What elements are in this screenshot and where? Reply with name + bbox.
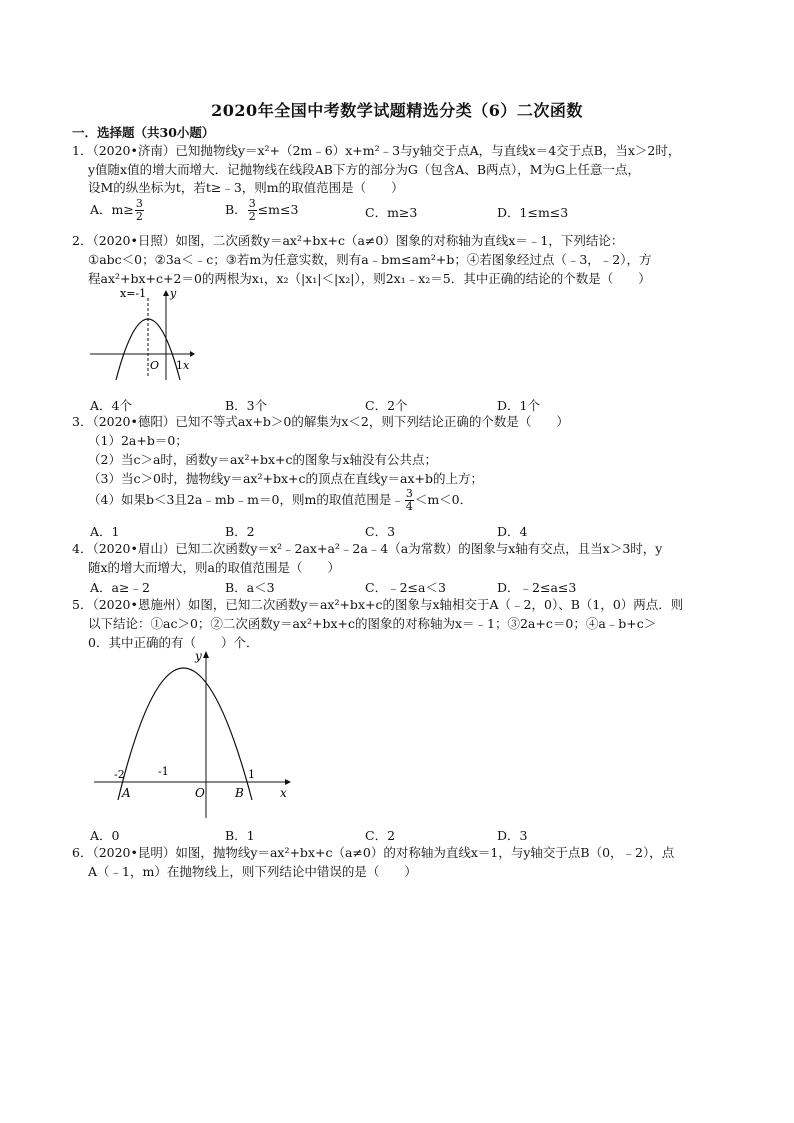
- q2-origin-label: O: [150, 359, 160, 372]
- q2-option-a[interactable]: A．4个: [90, 398, 132, 413]
- q1-option-a[interactable]: A．m≥ $\frac{3}{2}$: [90, 197, 143, 223]
- q5-option-c[interactable]: C．2: [365, 828, 396, 843]
- q5-line-1: 5．（2020•恩施州）如图，已知二次函数y＝ax²+bx+c的图象与x轴相交于A（﹣2，0）、B（1，0）两点．则: [72, 597, 684, 612]
- q3-statement-4: （4）如果b＜3且2a﹣mb﹣m＝0，则m的取值范围是﹣ $\frac{3}{4}$ ＜m＜0．: [88, 487, 473, 513]
- q3-line-1: 3．（2020•德阳）已知不等式ax+b＞0的解集为x＜2，则下列结论正确的个数是（ ）: [72, 414, 569, 429]
- q5-tick-minus-1: -1: [158, 765, 169, 778]
- q5-point-a-label: A: [122, 786, 131, 800]
- q6-line-2: A（﹣1，m）在抛物线上，则下列结论中错误的是（ ）: [88, 864, 417, 879]
- q4-option-c[interactable]: C．﹣2≤a＜3: [365, 580, 446, 595]
- q2-one-label: 1: [176, 359, 183, 372]
- q5-y-label: y: [195, 649, 202, 663]
- q5-x-label: x: [280, 786, 287, 800]
- q2-line-2: ①abc＜0；②3a＜﹣c；③若m为任意实数，则有a﹣bm≤am²+b；④若图象经过点（﹣3，﹣2），方: [88, 252, 652, 267]
- q3-option-b[interactable]: B．2: [225, 524, 255, 539]
- q2-line-1: 2．（2020•日照）如图，二次函数y＝ax²+bx+c（a≠0）图象的对称轴为直线x＝﹣1，下列结论：: [72, 233, 624, 248]
- q5-option-a[interactable]: A．0: [90, 828, 120, 843]
- q4-option-b[interactable]: B．a＜3: [225, 580, 275, 595]
- q2-option-d[interactable]: D．1个: [497, 398, 540, 413]
- q2-option-b[interactable]: B．3个: [225, 398, 268, 413]
- q5-parabola-curve: [118, 668, 252, 800]
- q2-line-3: 程ax²+bx+c+2＝0的两根为x₁，x₂（|x₁|＜|x₂|），则2x₁﹣x₂＝5．其中正确的结论的个数是（ ）: [88, 271, 651, 286]
- q5-option-d[interactable]: D．3: [497, 828, 528, 843]
- q3-option-d[interactable]: D．4: [497, 524, 528, 539]
- q2-parabola-figure: [86, 286, 196, 382]
- q6-line-1: 6．（2020•昆明）如图，抛物线y＝ax²+bx+c（a≠0）的对称轴为直线x＝1，与y轴交于点B（0，﹣2），点: [72, 845, 675, 860]
- q5-line-2: 以下结论：①ac＞0；②二次函数y＝ax²+bx+c的图象的对称轴为x＝﹣1；③2a+c＝0；④a﹣b+c＞: [88, 616, 657, 631]
- q4-line-1: 4．（2020•眉山）已知二次函数y＝x²﹣2ax+a²﹣2a﹣4（a为常数）的图象与x轴有交点，且当x＞3时，y: [72, 541, 663, 556]
- q2-axis-label: x=-1: [120, 287, 147, 300]
- q1-option-d[interactable]: D．1≤m≤3: [497, 205, 569, 220]
- q1-line-1: 1．（2020•济南）已知抛物线y＝x²+（2m﹣6）x+m²﹣3与y轴交于点A，与直线x＝4交于点B，当x＞2时，: [72, 143, 681, 158]
- q3-statement-3: （3）当c＞0时，抛物线y＝ax²+bx+c的顶点在直线y＝ax+b的上方；: [88, 471, 484, 486]
- q2-x-axis-arrow: [190, 351, 195, 357]
- q3-statement-1: （1）2a+b＝0；: [88, 433, 188, 448]
- q3-option-a[interactable]: A．1: [90, 524, 120, 539]
- q2-x-label: x: [183, 359, 190, 372]
- q3-option-c[interactable]: C．3: [365, 524, 396, 539]
- q4-option-a[interactable]: A．a≥﹣2: [90, 580, 150, 595]
- q3-statement-4-fraction: $\frac{3}{4}$: [405, 487, 413, 513]
- q1-option-b[interactable]: B． $\frac{3}{2}$ ≤m≤3: [225, 197, 299, 223]
- q1-line-3: 设M的纵坐标为t，若t≥﹣3，则m的取值范围是（ ）: [88, 180, 404, 195]
- q2-option-c[interactable]: C．2个: [365, 398, 408, 413]
- q5-origin-label: O: [195, 786, 205, 800]
- q5-point-b-label: B: [235, 786, 244, 800]
- q5-parabola-figure: [92, 648, 302, 820]
- q1-option-a-fraction: $\frac{3}{2}$: [135, 197, 143, 223]
- q5-line-3: 0．其中正确的有（ ）个．: [88, 635, 259, 650]
- page-title: 2020年全国中考数学试题精选分类（6）二次函数: [211, 101, 583, 120]
- q1-line-2: y值随x值的增大而增大．记抛物线在线段AB下方的部分为G（包含A、B两点），M为G上任意一点，: [88, 162, 641, 177]
- q2-y-axis-arrow: [163, 290, 169, 296]
- q1-option-b-fraction: $\frac{3}{2}$: [248, 197, 256, 223]
- q4-line-2: 随x的增大而增大，则a的取值范围是（ ）: [88, 560, 341, 575]
- q5-tick-1: 1: [248, 768, 255, 781]
- q5-y-axis-arrow: [203, 651, 209, 658]
- q3-statement-2: （2）当c＞a时，函数y＝ax²+bx+c的图象与x轴没有公共点；: [88, 452, 438, 467]
- q1-option-c[interactable]: C．m≥3: [365, 205, 418, 220]
- q5-tick-minus-2: -2: [114, 768, 125, 781]
- q5-option-b[interactable]: B．1: [225, 828, 255, 843]
- q2-y-label: y: [170, 287, 177, 300]
- q5-x-axis-arrow: [285, 779, 291, 785]
- q4-option-d[interactable]: D．﹣2≤a≤3: [497, 580, 577, 595]
- section-heading: 一．选择题（共30小题）: [72, 125, 215, 140]
